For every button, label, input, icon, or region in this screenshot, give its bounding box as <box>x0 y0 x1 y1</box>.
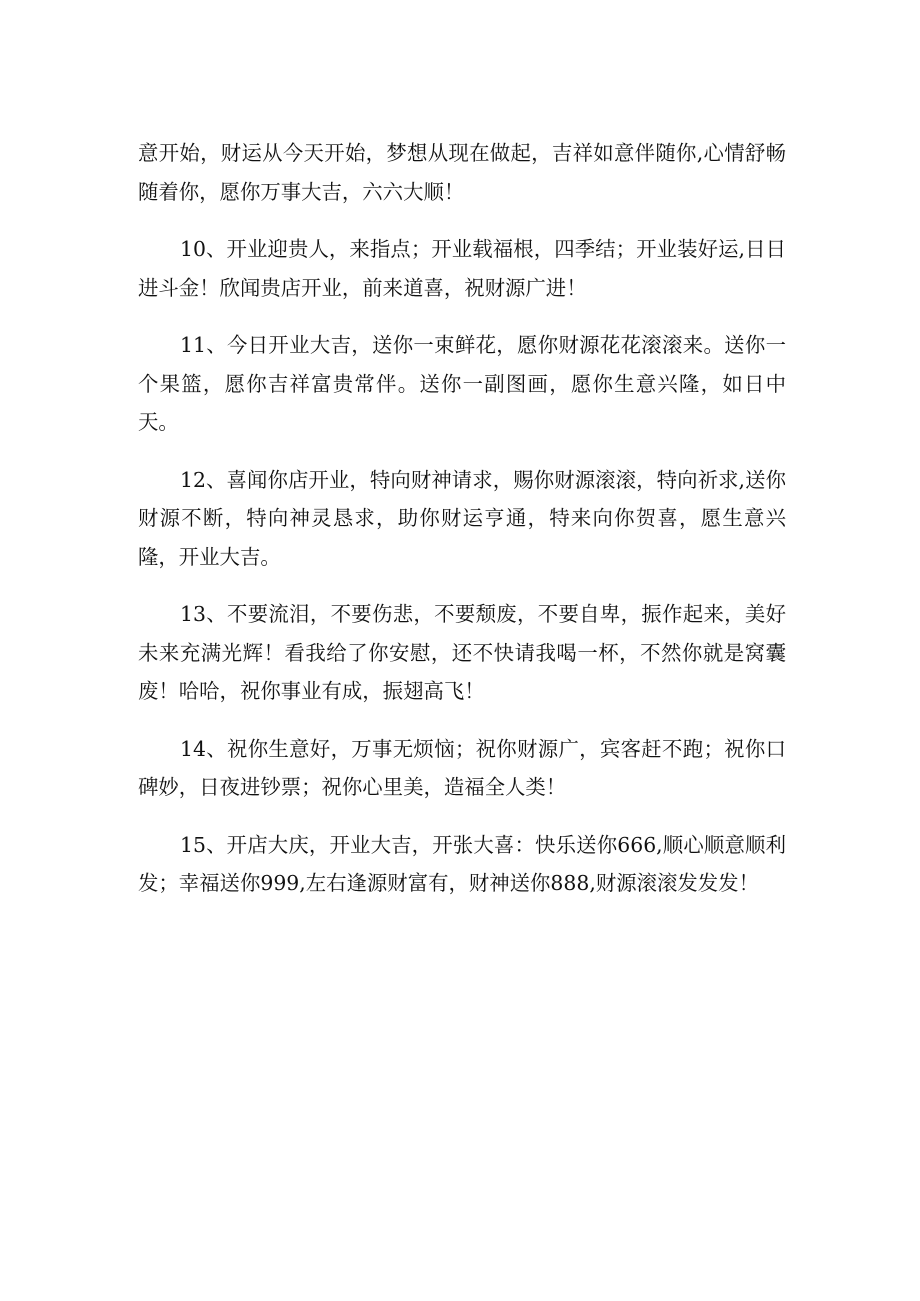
paragraph-item-14: 14、祝你生意好，万事无烦恼；祝你财源广，宾客赶不跑；祝你口碑妙，日夜进钞票；祝你心里美，造福全人类！ <box>138 736 786 799</box>
paragraph-item-13: 13、不要流泪，不要伤悲，不要颓废，不要自卑，振作起来，美好未来充满光辉！看我给了你安慰，还不快请我喝一杯，不然你就是窝囊废！哈哈，祝你事业有成，振翅高飞！ <box>138 602 786 703</box>
paragraph-item-15: 15、开店大庆，开业大吉，开张大喜：快乐送你666,顺心顺意顺利发；幸福送你999,左右逢源财富有，财神送你888,财源滚滚发发发！ <box>138 832 786 895</box>
paragraph-item-11: 11、今日开业大吉，送你一束鲜花，愿你财源花花滚滚来。送你一个果篮，愿你吉祥富贵常伴。送你一副图画，愿你生意兴隆，如日中天。 <box>138 333 786 434</box>
document-body <box>138 134 786 922</box>
paragraph-item-12: 12、喜闻你店开业，特向财神请求，赐你财源滚滚，特向祈求,送你财源不断，特向神灵恳求，助你财运亨通，特来向你贺喜，愿生意兴隆，开业大吉。 <box>138 467 786 569</box>
paragraph-continuation: 意开始，财运从今天开始，梦想从现在做起，吉祥如意伴随你,心情舒畅随着你，愿你万事大吉，六六大顺！ <box>138 141 786 204</box>
paragraph-item-10: 10、开业迎贵人，来指点；开业载福根，四季结；开业装好运,日日进斗金！欣闻贵店开业，前来道喜，祝财源广进！ <box>138 237 786 300</box>
